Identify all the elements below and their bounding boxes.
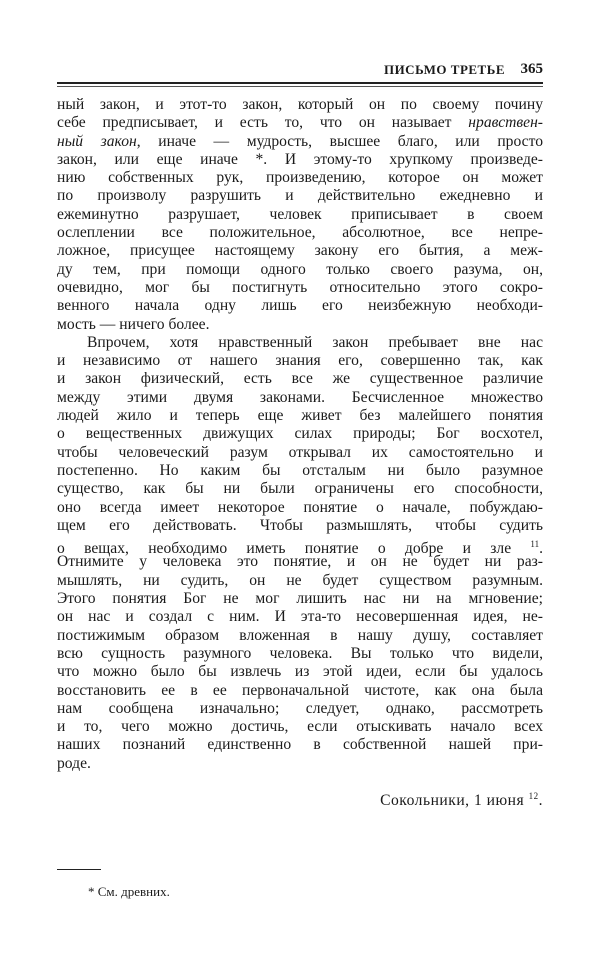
text-line: [57, 480, 543, 498]
footnote: * См. древних.: [88, 884, 170, 899]
endnote-marker: 11: [530, 539, 540, 550]
header-rule: [57, 82, 543, 84]
italic-text: нравствен-: [468, 114, 543, 132]
text-segment: чтобы человеческий разум открывал их самостоятельно и: [57, 443, 543, 461]
text-segment: венного начала одну лишь его неизбежную необходи-: [57, 297, 543, 315]
text-line: [57, 352, 543, 370]
text-segment: .: [539, 540, 543, 558]
text-line: [57, 114, 543, 132]
text-line: [57, 133, 543, 151]
text-line: [57, 316, 543, 334]
text-line: [57, 755, 543, 773]
text-segment: между этими двумя законами. Бесчисленное множество: [57, 388, 543, 406]
text-segment: и закон физический, есть все же существенное различие: [57, 370, 543, 388]
footnote-rule: [57, 869, 101, 870]
text-segment: очевидно, мог бы постигнуть относительно этого сокро-: [57, 278, 543, 296]
text-segment: мость — ничего более.: [57, 315, 210, 333]
text-line: [57, 206, 543, 224]
text-segment: Впрочем, хотя нравственный закон пребывает вне нас: [87, 333, 543, 351]
text-segment: Отнимите у человека это понятие, и он не будет ни раз-: [57, 553, 543, 571]
text-line: [57, 444, 543, 462]
text-line: [57, 242, 543, 260]
text-line: [57, 187, 543, 205]
text-line: [57, 572, 543, 590]
text-line: [57, 462, 543, 480]
text-segment: мышлять, ни судить, он не будет существом разумным.: [57, 571, 543, 589]
text-segment: всю сущность разумного человека. Вы только что видели,: [57, 644, 543, 662]
page-number: 365: [520, 61, 543, 77]
text-segment: , иначе — мудрость, высшее благо, или просто: [136, 132, 543, 150]
text-segment: нам сообщена изначально; следует, однако, рассмотреть: [57, 699, 543, 717]
text-line: [57, 718, 543, 736]
text-line: [57, 499, 543, 517]
text-segment: ду тем, при помощи одного только своего разума, он,: [57, 260, 543, 278]
text-segment: наших познаний единственно в собственной нашей при-: [57, 736, 543, 754]
text-segment: людей жило и теперь еще живет без малейшего понятия: [57, 407, 543, 425]
text-segment: восстановить ее в ее первоначальной чистоте, как она была: [57, 681, 543, 699]
text-segment: Этого понятия Бог не мог лишить нас ни на мгновение;: [57, 590, 543, 608]
text-line: [57, 169, 543, 187]
text-segment: и независимо от нашего знания его, совершенно так, как: [57, 352, 543, 370]
text-segment: он нас и создал с ним. И эта-то несовершенная идея, не-: [57, 608, 543, 626]
text-line: [57, 389, 543, 407]
running-header: [57, 62, 543, 82]
text-line: [57, 553, 543, 571]
text-line: [57, 334, 543, 352]
text-segment: роде.: [57, 754, 91, 772]
header-rule-thin: [57, 86, 543, 87]
text-line: [57, 370, 543, 388]
text-segment: постижимым образом вложенная в нашу душу, составляет: [57, 626, 543, 644]
text-segment: нию собственных рук, произведению, которое он может: [57, 169, 543, 187]
italic-text: ный закон: [57, 132, 137, 150]
text-line: [57, 736, 543, 754]
body-text: [57, 96, 543, 773]
text-line: [57, 297, 543, 315]
text-line: [57, 407, 543, 425]
signature-period: .: [538, 792, 543, 809]
text-segment: о вещественных движущих силах природы; Бог восхотел,: [57, 425, 543, 443]
text-segment: существо, как бы ни были ограничены его способности,: [57, 480, 543, 498]
text-segment: оно всегда имеет некоторое понятие о начале, побуждаю-: [57, 498, 543, 516]
text-line: [57, 535, 543, 558]
text-line: [57, 627, 543, 645]
text-line: [57, 151, 543, 169]
signature-line: [380, 791, 543, 810]
text-segment: ный закон, и этот-то закон, который он по своему почину: [57, 96, 543, 113]
text-segment: постепенно. Но каким бы отсталым ни было разумное: [57, 461, 543, 479]
running-title: ПИСЬМО ТРЕТЬЕ: [383, 62, 505, 77]
text-line: [57, 224, 543, 242]
text-segment: ослеплении все положительное, абсолютное, все непре-: [57, 224, 543, 242]
text-line: [57, 645, 543, 663]
text-line: [57, 608, 543, 626]
text-segment: о вещах, необходимо иметь понятие о добре и зле: [57, 540, 531, 558]
text-segment: и то, чего можно достичь, если отыскивать начало всех: [57, 718, 543, 736]
text-line: [57, 700, 543, 718]
text-segment: ложное, присущее настоящему закону его бытия, а меж-: [57, 242, 543, 260]
text-segment: ежеминутно разрушает, человек приписывает в своем: [57, 205, 543, 223]
text-segment: себе предписывает, и есть то, что он называет: [57, 114, 469, 132]
text-segment: щем его действовать. Чтобы размышлять, чтобы судить: [57, 516, 543, 534]
text-line: [57, 663, 543, 681]
text-segment: по произволу разрушить и действительно ежедневно и: [57, 187, 543, 205]
signature-place-date: Сокольники, 1 июня: [380, 792, 529, 809]
text-line: [57, 425, 543, 443]
text-segment: что можно было бы извлечь из этой идеи, если бы удалось: [57, 663, 543, 681]
endnote-marker: 12: [528, 791, 539, 801]
text-line: [57, 279, 543, 297]
text-segment: закон, или еще иначе *. И этому-то хрупкому произведе-: [57, 150, 543, 168]
text-line: [57, 261, 543, 279]
text-line: [57, 682, 543, 700]
text-line: [57, 517, 543, 535]
text-line: [57, 96, 543, 114]
text-line: [57, 590, 543, 608]
